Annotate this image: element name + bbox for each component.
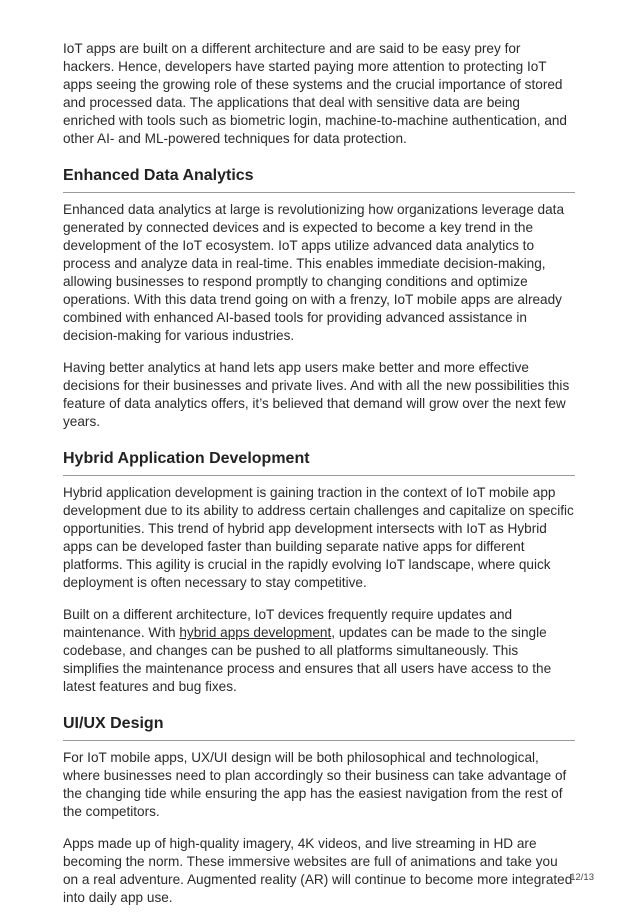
hybrid-p2-text-before: Built on a different architecture, IoT devices frequently require updates and maintenance. With xyxy=(63,607,513,640)
analytics-paragraph-2: Having better analytics at hand lets app users make better and more effective decisions for their businesses and private lives. And with all the new possibilities this feature of data analytics offers, it’s believed that demand will grow over the next few years. xyxy=(63,360,570,429)
hybrid-apps-development-link[interactable]: hybrid apps development xyxy=(179,625,332,640)
uiux-paragraph-1: For IoT mobile apps, UX/UI design will be both philosophical and technological, where businesses need to plan accordingly so their business can take advantage of the changing tide while ensuring the app has the easiest navigation from the rest of the competitors. xyxy=(63,750,567,819)
section-heading-analytics: Enhanced Data Analytics xyxy=(63,166,575,193)
uiux-paragraph-2: Apps made up of high-quality imagery, 4K videos, and live streaming in HD are becoming the norm. These immersive websites are full of animations and take you on a real adventure. Augmented reality (AR) will continue to become more integrated into daily app use. xyxy=(63,836,573,905)
hybrid-paragraph-2 xyxy=(63,606,575,696)
intro-paragraph: IoT apps are built on a different architecture and are said to be easy prey for hackers. Hence, developers have started paying more attention to protecting IoT apps seeing the growing role of these systems and the crucial importance of stored and processed data. The applications that deal with sensitive data are being enriched with tools such as biometric login, machine-to-machine authentication, and other AI- and ML-powered techniques for data protection. xyxy=(63,41,567,146)
hybrid-paragraph-1: Hybrid application development is gaining traction in the context of IoT mobile app development due to its ability to address certain challenges and capitalize on specific opportunities. This trend of hybrid app development intersects with IoT as Hybrid apps can be developed faster than building separate native apps for different platforms. This agility is crucial in the rapidly evolving IoT landscape, where quick deployment is often necessary to stay competitive. xyxy=(63,485,574,590)
section-heading-uiux: UI/UX Design xyxy=(63,714,575,741)
article-body xyxy=(63,40,575,921)
section-heading-hybrid: Hybrid Application Development xyxy=(63,449,575,476)
analytics-paragraph-1: Enhanced data analytics at large is revolutionizing how organizations leverage data generated by connected devices and is expected to become a key trend in the development of the IoT ecosystem. IoT apps utilize advanced data analytics to process and analyze data in real-time. This enables immediate decision-making, allowing businesses to respond promptly to changing conditions and optimize operations. With this data trend going on with a frenzy, IoT mobile apps are already combined with enhanced AI-based tools for providing advanced assistance in decision-making for various industries. xyxy=(63,202,565,343)
hybrid-p2-text-after: , updates can be made to the single codebase, and changes can be pushed to all platforms simultaneously. This simplifies the maintenance process and ensures that all users have access to the latest features and bug fixes. xyxy=(63,625,552,694)
page-number: 12/13 xyxy=(570,872,594,883)
